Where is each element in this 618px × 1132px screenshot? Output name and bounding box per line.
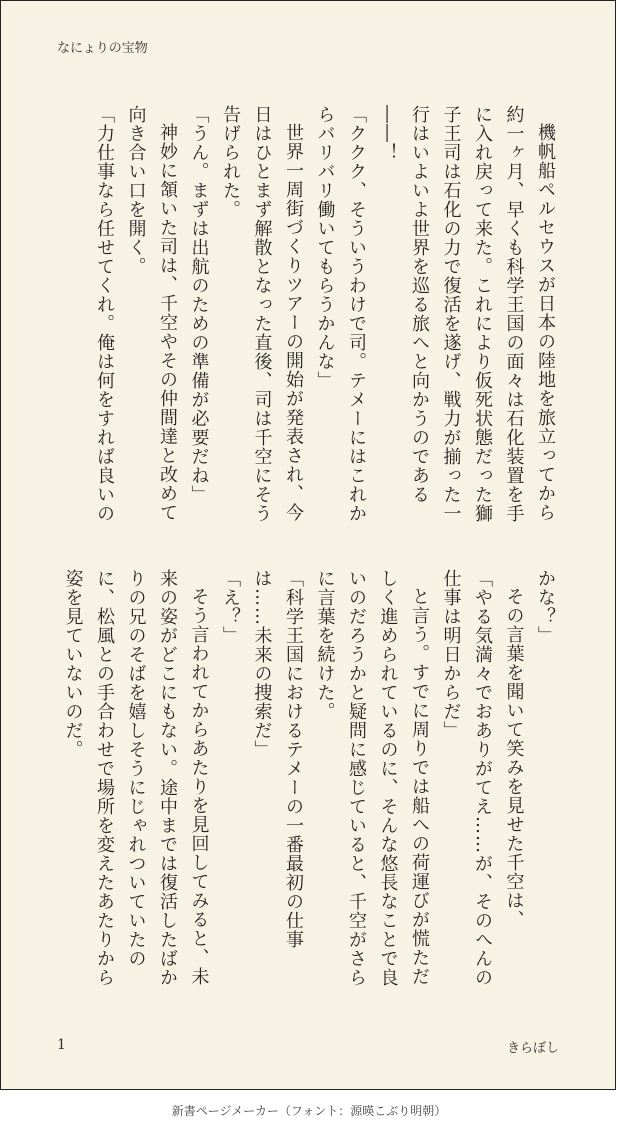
page-maker-credit: 新書ページメーカー（フォント：源暎こぶり明朝） — [171, 1104, 447, 1118]
paragraph: かな？」 — [535, 569, 556, 645]
paragraph: 「え？」 — [220, 569, 241, 645]
paragraph: 「科学王国におけるテメーの一番最初の仕事は……未来の捜索だ」 — [251, 569, 304, 949]
paragraph: 世界一周街づくりツアーの開始が発表され、今日はひとまず解散となった直後、司は千空にそう告げられた。 — [220, 105, 304, 523]
author-name: きらぼし — [506, 1041, 559, 1056]
text-block-lower — [53, 569, 561, 989]
paragraph: 神妙に頷いた司は、千空やその仲間達と改めて向き合い口を開く。 — [125, 105, 178, 522]
paragraph: 機帆船ペルセウスが日本の陸地を旅立ってから約一ヶ月、早くも科学王国の面々は石化装置を手に入れ戻って来た。これにより仮死状態だった獅子王司は石化の力で復活を遂げ、戦力が揃った一行はいよいよ世界を巡る旅へと向かうのである――！ — [377, 105, 556, 523]
running-title: なにょりの宝物 — [57, 41, 148, 56]
paragraph: その言葉を聞いて笑みを見せた千空は、 — [503, 587, 525, 929]
page-number: 1 — [57, 1037, 66, 1053]
paragraph: と言う。すでに周りでは船への荷運びが慌ただしく進められているのに、そんな悠長なことで良いのだろうかと疑問に感じていると、千空がさらに言葉を続けた。 — [314, 569, 430, 987]
text-block-upper — [53, 105, 561, 525]
paragraph: 「やる気満々でおありがてえ……が、そのへんの仕事は明日からだ」 — [440, 569, 493, 987]
paragraph: そう言われてからあたりを見回してみると、未来の姿がどこにもない。途中までは復活したばかりの兄のそばを嬉しそうにじゃれついていたのに、松風との手合わせで場所を変えたあたりから姿を見ていないのだ。 — [62, 569, 210, 987]
paragraph: 「力仕事なら任せてくれ。俺は何をすれば良いの — [94, 105, 115, 523]
paragraph: 「ククク、そういうわけで司。テメーにはこれからバリバリ働いてもらうかんな」 — [314, 105, 367, 523]
paragraph: 「うん。まずは出航のための準備が必要だね」 — [188, 105, 210, 504]
